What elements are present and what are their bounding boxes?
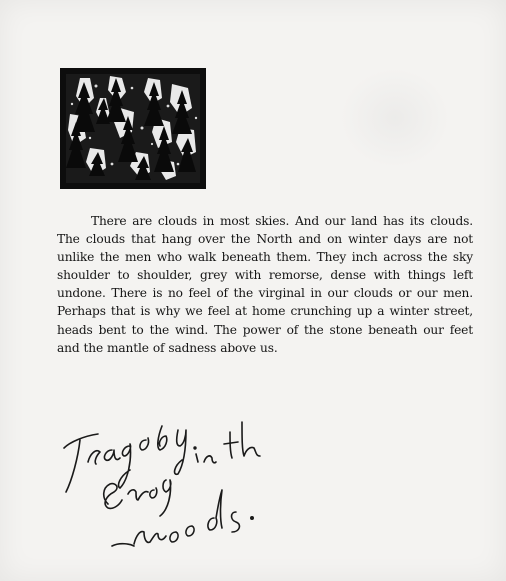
forest-woodcut-illustration <box>60 68 206 189</box>
handwritten-inscription <box>50 396 270 568</box>
bleed-through-shadow <box>340 68 450 168</box>
body-paragraph: There are clouds in most skies. And our land has its clouds. The clouds that hang over the North and on winter days are not unlike the men who walk beneath them. They inch across the sky shoulder to shoulder, grey with remorse, dense with things left undone. There is no feel of the virginal in our clouds or our men. Perhaps that is why we feel at home crunching up a winter street, heads bent to the wind. The power of the stone beneath our feet and the mantle of sadness above us. <box>57 214 473 355</box>
